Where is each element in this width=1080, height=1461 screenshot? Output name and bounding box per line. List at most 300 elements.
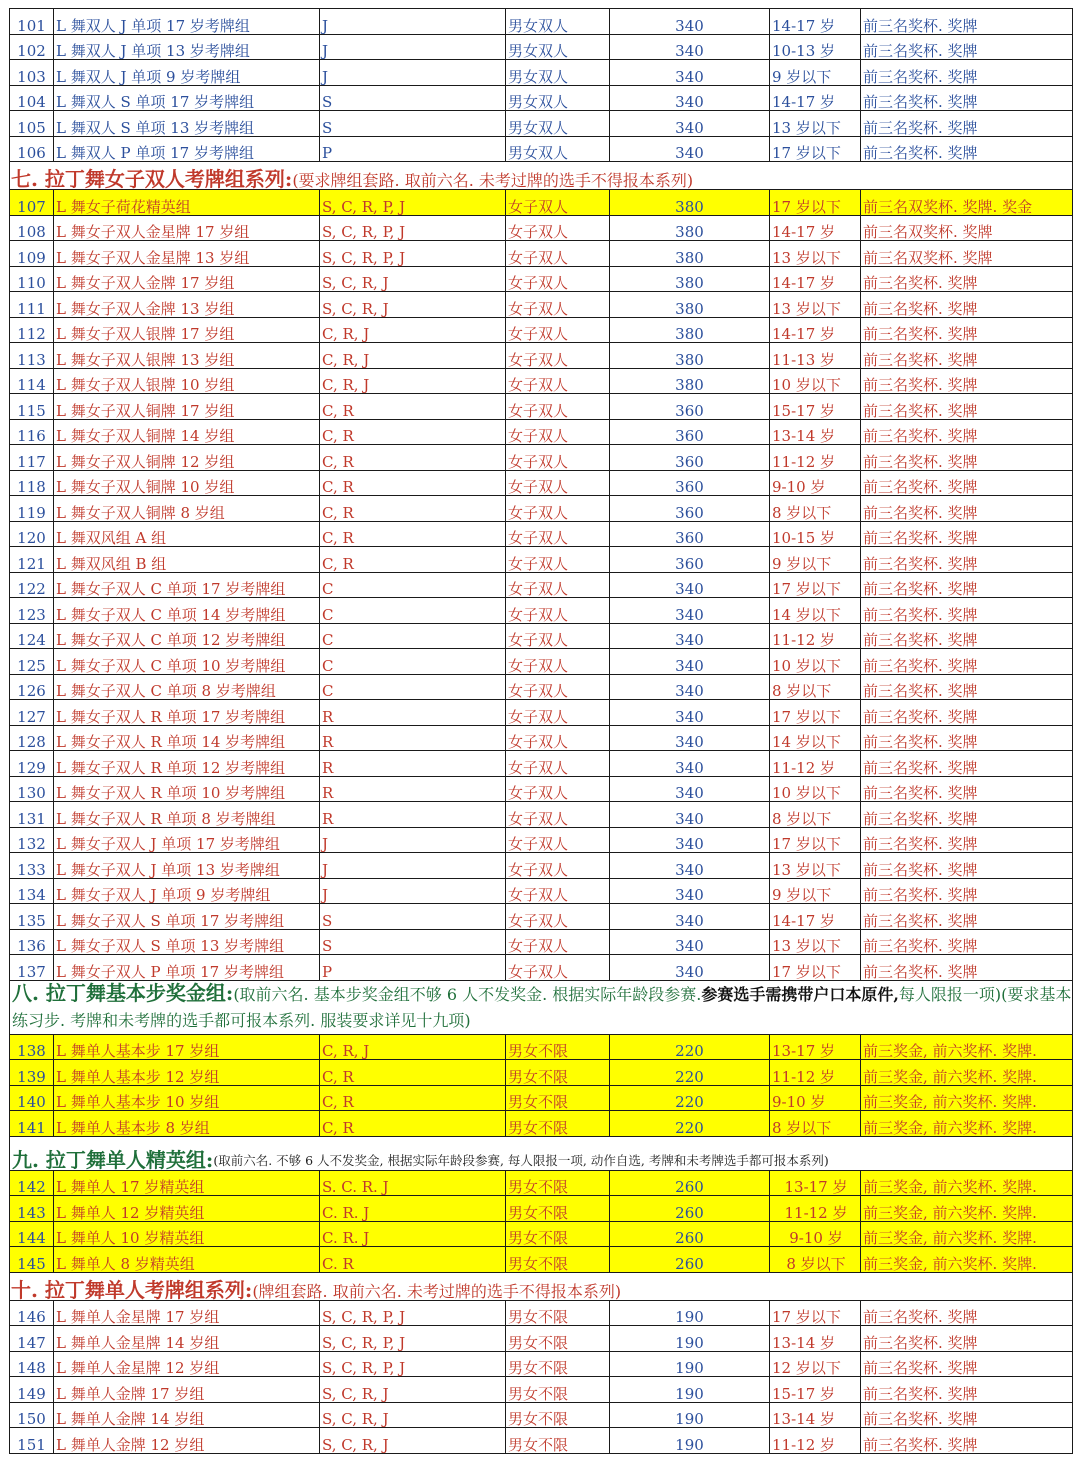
event-number: 127 — [10, 700, 54, 726]
table-row — [10, 1300, 1073, 1326]
award-text: 前三奖金, 前六奖杯. 奖牌. — [861, 1111, 1073, 1137]
group-type: 女子双人 — [506, 496, 610, 522]
event-name: L 舞女子双人 R 单项 12 岁考牌组 — [54, 751, 320, 777]
event-number: 129 — [10, 751, 54, 777]
section-10-title: 十. 拉丁舞单人考牌组系列: — [11, 1277, 253, 1300]
entry-fee: 340 — [610, 725, 770, 751]
entry-fee: 380 — [610, 317, 770, 343]
award-text: 前三奖金, 前六奖杯. 奖牌. — [861, 1196, 1073, 1222]
group-type: 男女双人 — [506, 136, 610, 162]
award-text: 前三名奖杯. 奖牌 — [861, 496, 1073, 522]
age-range: 17 岁以下 — [770, 1300, 861, 1326]
section-8-header — [10, 980, 1073, 1034]
table-row — [10, 929, 1073, 955]
table-row — [10, 292, 1073, 318]
event-name: L 舞女子双人铜牌 14 岁组 — [54, 419, 320, 445]
event-name: L 舞女子双人银牌 13 岁组 — [54, 343, 320, 369]
age-range: 14-17 岁 — [770, 266, 861, 292]
dance-list: J — [320, 9, 506, 35]
award-text: 前三名奖杯. 奖牌 — [861, 853, 1073, 879]
event-number: 103 — [10, 60, 54, 86]
dance-list: S, C, R, P, J — [320, 215, 506, 241]
group-type: 女子双人 — [506, 853, 610, 879]
table-row — [10, 827, 1073, 853]
event-name: L 舞女子双人 C 单项 12 岁考牌组 — [54, 623, 320, 649]
award-text: 前三名奖杯. 奖牌 — [861, 34, 1073, 60]
entry-fee: 190 — [610, 1326, 770, 1352]
table-row — [10, 190, 1073, 216]
event-number: 119 — [10, 496, 54, 522]
group-type: 女子双人 — [506, 521, 610, 547]
entry-fee: 190 — [610, 1300, 770, 1326]
event-name: L 舞女子双人铜牌 10 岁组 — [54, 470, 320, 496]
table-row — [10, 9, 1073, 35]
group-type: 女子双人 — [506, 445, 610, 471]
table-row — [10, 1221, 1073, 1247]
event-number: 109 — [10, 241, 54, 267]
event-number: 122 — [10, 572, 54, 598]
section-10-note: (牌组套路. 取前六名. 未考过牌的选手不得报本系列) — [252, 1281, 622, 1300]
entry-fee: 340 — [610, 572, 770, 598]
event-name: L 舞单人金牌 14 岁组 — [54, 1402, 320, 1428]
dance-list: S — [320, 85, 506, 111]
entry-fee: 340 — [610, 649, 770, 675]
award-text: 前三名奖杯. 奖牌 — [861, 470, 1073, 496]
entry-fee: 220 — [610, 1034, 770, 1060]
dance-list: C, R — [320, 1060, 506, 1086]
group-type: 女子双人 — [506, 572, 610, 598]
group-type: 男女不限 — [506, 1034, 610, 1060]
dance-list: S — [320, 929, 506, 955]
entry-fee: 340 — [610, 85, 770, 111]
dance-list: C — [320, 623, 506, 649]
age-range: 13-14 岁 — [770, 1402, 861, 1428]
dance-list: P — [320, 136, 506, 162]
entry-fee: 340 — [610, 904, 770, 930]
event-name: L 舞双人 S 单项 13 岁考牌组 — [54, 111, 320, 137]
event-number: 136 — [10, 929, 54, 955]
group-type: 女子双人 — [506, 317, 610, 343]
award-text: 前三名奖杯. 奖牌 — [861, 929, 1073, 955]
group-type: 男女不限 — [506, 1170, 610, 1196]
table-row — [10, 1428, 1073, 1454]
group-type: 女子双人 — [506, 878, 610, 904]
table-row — [10, 394, 1073, 420]
award-text: 前三奖金, 前六奖杯. 奖牌. — [861, 1034, 1073, 1060]
entry-fee: 340 — [610, 60, 770, 86]
award-text: 前三名奖杯. 奖牌 — [861, 598, 1073, 624]
award-text: 前三名奖杯. 奖牌 — [861, 623, 1073, 649]
award-text: 前三名奖杯. 奖牌 — [861, 547, 1073, 573]
section-9-title: 九. 拉丁舞单人精英组: — [12, 1147, 214, 1170]
event-number: 124 — [10, 623, 54, 649]
table-row — [10, 572, 1073, 598]
dance-list: C, R — [320, 547, 506, 573]
age-range: 10 岁以下 — [770, 776, 861, 802]
age-range: 13 岁以下 — [770, 292, 861, 318]
group-type: 男女不限 — [506, 1221, 610, 1247]
dance-list: R — [320, 802, 506, 828]
entry-fee: 340 — [610, 623, 770, 649]
age-range: 8 岁以下 — [770, 802, 861, 828]
event-number: 142 — [10, 1170, 54, 1196]
award-text: 前三名双奖杯. 奖牌. 奖金 — [861, 190, 1073, 216]
group-type: 男女不限 — [506, 1111, 610, 1137]
dance-list: C — [320, 572, 506, 598]
entry-fee: 340 — [610, 751, 770, 777]
section-9-header — [10, 1136, 1073, 1170]
entry-fee: 190 — [610, 1402, 770, 1428]
event-name: L 舞女子双人 R 单项 10 岁考牌组 — [54, 776, 320, 802]
group-type: 女子双人 — [506, 394, 610, 420]
event-number: 146 — [10, 1300, 54, 1326]
table-row — [10, 802, 1073, 828]
event-number: 111 — [10, 292, 54, 318]
dance-list: C, R — [320, 1111, 506, 1137]
event-number: 121 — [10, 547, 54, 573]
event-number: 107 — [10, 190, 54, 216]
table-row — [10, 368, 1073, 394]
entry-fee: 260 — [610, 1247, 770, 1273]
age-range: 11-12 岁 — [770, 623, 861, 649]
dance-list: S, C, R, J — [320, 1402, 506, 1428]
entry-fee: 340 — [610, 853, 770, 879]
group-type: 女子双人 — [506, 700, 610, 726]
entry-fee: 190 — [610, 1428, 770, 1454]
entry-fee: 380 — [610, 190, 770, 216]
entry-fee: 340 — [610, 111, 770, 137]
event-name: L 舞单人金星牌 17 岁组 — [54, 1300, 320, 1326]
age-range: 14-17 岁 — [770, 904, 861, 930]
group-type: 女子双人 — [506, 904, 610, 930]
section-7-title: 七. 拉丁舞女子双人考牌组系列: — [11, 167, 293, 190]
entry-fee: 360 — [610, 547, 770, 573]
event-name: L 舞女子双人铜牌 8 岁组 — [54, 496, 320, 522]
event-name: L 舞单人基本步 8 岁组 — [54, 1111, 320, 1137]
award-text: 前三名奖杯. 奖牌 — [861, 9, 1073, 35]
group-type: 女子双人 — [506, 929, 610, 955]
entry-fee: 190 — [610, 1377, 770, 1403]
event-name: L 舞女子双人 C 单项 17 岁考牌组 — [54, 572, 320, 598]
table-row — [10, 1170, 1073, 1196]
event-name: L 舞单人基本步 17 岁组 — [54, 1034, 320, 1060]
event-number: 144 — [10, 1221, 54, 1247]
entry-fee: 340 — [610, 136, 770, 162]
group-type: 男女双人 — [506, 85, 610, 111]
group-type: 女子双人 — [506, 827, 610, 853]
award-text: 前三名奖杯. 奖牌 — [861, 445, 1073, 471]
entry-fee: 260 — [610, 1196, 770, 1222]
dance-list: S, C, R, J — [320, 292, 506, 318]
entry-fee: 220 — [610, 1111, 770, 1137]
event-number: 148 — [10, 1351, 54, 1377]
dance-list: C, R, J — [320, 343, 506, 369]
entry-fee: 360 — [610, 521, 770, 547]
section-9 — [10, 1136, 1073, 1170]
table-row — [10, 343, 1073, 369]
group-type: 女子双人 — [506, 343, 610, 369]
award-text: 前三名奖杯. 奖牌 — [861, 725, 1073, 751]
group-type: 男女双人 — [506, 111, 610, 137]
age-range: 9-10 岁 — [770, 1085, 861, 1111]
age-range: 9 岁以下 — [770, 547, 861, 573]
event-number: 141 — [10, 1111, 54, 1137]
award-text: 前三名奖杯. 奖牌 — [861, 700, 1073, 726]
age-range: 9-10 岁 — [770, 470, 861, 496]
event-name: L 舞女子荷花精英组 — [54, 190, 320, 216]
event-name: L 舞单人金牌 12 岁组 — [54, 1428, 320, 1454]
award-text: 前三奖金, 前六奖杯. 奖牌. — [861, 1221, 1073, 1247]
dance-list: C, R, J — [320, 368, 506, 394]
age-range: 17 岁以下 — [770, 190, 861, 216]
section-10 — [10, 1272, 1073, 1300]
table-row — [10, 1377, 1073, 1403]
award-text: 前三名奖杯. 奖牌 — [861, 572, 1073, 598]
entry-fee: 340 — [610, 827, 770, 853]
age-range: 11-12 岁 — [770, 445, 861, 471]
entry-fee: 380 — [610, 292, 770, 318]
event-name: L 舞单人金星牌 14 岁组 — [54, 1326, 320, 1352]
table-row — [10, 266, 1073, 292]
event-number: 115 — [10, 394, 54, 420]
dance-list: S, C, R, J — [320, 1377, 506, 1403]
event-name: L 舞女子双人金星牌 17 岁组 — [54, 215, 320, 241]
table-row — [10, 241, 1073, 267]
dance-list: C, R, J — [320, 1034, 506, 1060]
group-type: 男女双人 — [506, 9, 610, 35]
dance-list: C. R. J — [320, 1196, 506, 1222]
entry-fee: 340 — [610, 700, 770, 726]
award-text: 前三奖金, 前六奖杯. 奖牌. — [861, 1085, 1073, 1111]
table-row — [10, 34, 1073, 60]
award-text: 前三名奖杯. 奖牌 — [861, 1402, 1073, 1428]
event-name: L 舞双风组 B 组 — [54, 547, 320, 573]
age-range: 17 岁以下 — [770, 136, 861, 162]
group-type: 女子双人 — [506, 649, 610, 675]
award-text: 前三名奖杯. 奖牌 — [861, 751, 1073, 777]
dance-list: C, R — [320, 419, 506, 445]
group-type: 男女不限 — [506, 1326, 610, 1352]
table-row — [10, 136, 1073, 162]
age-range: 13-14 岁 — [770, 419, 861, 445]
event-number: 104 — [10, 85, 54, 111]
award-text: 前三名奖杯. 奖牌 — [861, 1428, 1073, 1454]
event-name: L 舞女子双人 R 单项 8 岁考牌组 — [54, 802, 320, 828]
age-range: 10 岁以下 — [770, 649, 861, 675]
event-name: L 舞女子双人金星牌 13 岁组 — [54, 241, 320, 267]
entry-fee: 340 — [610, 929, 770, 955]
section-8-title: 八. 拉丁舞基本步奖金组: — [12, 980, 234, 1005]
group-type: 女子双人 — [506, 776, 610, 802]
age-range: 14-17 岁 — [770, 317, 861, 343]
award-text: 前三名奖杯. 奖牌 — [861, 317, 1073, 343]
event-name: L 舞女子双人 S 单项 13 岁考牌组 — [54, 929, 320, 955]
dance-list: S. C. R. J — [320, 1170, 506, 1196]
section-7-note: (要求牌组套路. 取前六名. 未考过牌的选手不得报本系列) — [292, 171, 694, 190]
event-name: L 舞单人金星牌 12 岁组 — [54, 1351, 320, 1377]
entry-fee: 360 — [610, 445, 770, 471]
section-8-note-2: 每人限报一项)(要求基本练习步. 考牌和未考牌的选手都可报本系列. 服装要求详见十九项) — [12, 984, 1072, 1030]
age-range: 8 岁以下 — [770, 496, 861, 522]
dance-list: C, R — [320, 496, 506, 522]
dance-list: S, C, R, P, J — [320, 1351, 506, 1377]
event-number: 126 — [10, 674, 54, 700]
age-range: 8 岁以下 — [770, 1111, 861, 1137]
table-row — [10, 904, 1073, 930]
entry-fee: 360 — [610, 470, 770, 496]
award-text: 前三名奖杯. 奖牌 — [861, 1300, 1073, 1326]
event-number: 134 — [10, 878, 54, 904]
section-10-header — [10, 1272, 1073, 1300]
event-name: L 舞女子双人金牌 17 岁组 — [54, 266, 320, 292]
dance-list: J — [320, 853, 506, 879]
event-number: 132 — [10, 827, 54, 853]
event-name: L 舞女子双人金牌 13 岁组 — [54, 292, 320, 318]
group-type: 男女不限 — [506, 1351, 610, 1377]
event-name: L 舞女子双人 P 单项 17 岁考牌组 — [54, 955, 320, 981]
event-name: L 舞女子双人银牌 17 岁组 — [54, 317, 320, 343]
event-name: L 舞双人 J 单项 13 岁考牌组 — [54, 34, 320, 60]
group-type: 男女不限 — [506, 1085, 610, 1111]
group-type: 女子双人 — [506, 419, 610, 445]
dance-list: C, R — [320, 470, 506, 496]
age-range: 10 岁以下 — [770, 368, 861, 394]
group-type: 女子双人 — [506, 368, 610, 394]
entry-fee: 340 — [610, 34, 770, 60]
table-row — [10, 496, 1073, 522]
table-row — [10, 1402, 1073, 1428]
entry-fee: 340 — [610, 776, 770, 802]
event-name: L 舞单人 8 岁精英组 — [54, 1247, 320, 1273]
award-text: 前三名奖杯. 奖牌 — [861, 904, 1073, 930]
entry-fee: 260 — [610, 1170, 770, 1196]
age-range: 11-13 岁 — [770, 343, 861, 369]
award-text: 前三名双奖杯. 奖牌 — [861, 241, 1073, 267]
age-range: 10-13 岁 — [770, 34, 861, 60]
event-name: L 舞双人 J 单项 9 岁考牌组 — [54, 60, 320, 86]
event-number: 106 — [10, 136, 54, 162]
group-type: 女子双人 — [506, 751, 610, 777]
dance-list: S, C, R, P, J — [320, 1300, 506, 1326]
award-text: 前三名奖杯. 奖牌 — [861, 1377, 1073, 1403]
entry-fee: 380 — [610, 368, 770, 394]
event-number: 131 — [10, 802, 54, 828]
table-row — [10, 317, 1073, 343]
event-name: L 舞女子双人 R 单项 17 岁考牌组 — [54, 700, 320, 726]
group-type: 女子双人 — [506, 266, 610, 292]
event-number: 140 — [10, 1085, 54, 1111]
table-row — [10, 85, 1073, 111]
award-text: 前三名奖杯. 奖牌 — [861, 1326, 1073, 1352]
dance-list: C. R. J — [320, 1221, 506, 1247]
event-number: 123 — [10, 598, 54, 624]
group-type: 女子双人 — [506, 674, 610, 700]
event-name: L 舞单人 12 岁精英组 — [54, 1196, 320, 1222]
entry-fee: 220 — [610, 1060, 770, 1086]
award-text: 前三名奖杯. 奖牌 — [861, 394, 1073, 420]
group-type: 女子双人 — [506, 215, 610, 241]
table-row — [10, 878, 1073, 904]
event-number: 145 — [10, 1247, 54, 1273]
event-name: L 舞单人金牌 17 岁组 — [54, 1377, 320, 1403]
group-type: 男女不限 — [506, 1196, 610, 1222]
event-name: L 舞单人 10 岁精英组 — [54, 1221, 320, 1247]
section-8-bold-note: 参赛选手需携带户口本原件, — [701, 984, 899, 1004]
table-row — [10, 215, 1073, 241]
group-type: 男女不限 — [506, 1428, 610, 1454]
event-number: 116 — [10, 419, 54, 445]
section-8 — [10, 980, 1073, 1034]
entry-fee: 360 — [610, 419, 770, 445]
age-range: 15-17 岁 — [770, 1377, 861, 1403]
dance-list: R — [320, 751, 506, 777]
group-type: 男女不限 — [506, 1060, 610, 1086]
award-text: 前三名奖杯. 奖牌 — [861, 674, 1073, 700]
entry-fee: 340 — [610, 674, 770, 700]
group-type: 男女不限 — [506, 1402, 610, 1428]
award-text: 前三名奖杯. 奖牌 — [861, 292, 1073, 318]
age-range: 15-17 岁 — [770, 394, 861, 420]
table-row — [10, 1351, 1073, 1377]
table-row — [10, 1111, 1073, 1137]
age-range: 17 岁以下 — [770, 572, 861, 598]
event-number: 149 — [10, 1377, 54, 1403]
entry-fee: 360 — [610, 496, 770, 522]
table-row — [10, 1060, 1073, 1086]
table-body-8 — [10, 1034, 1073, 1136]
dance-list: S, C, R, J — [320, 266, 506, 292]
age-range: 17 岁以下 — [770, 955, 861, 981]
event-number: 120 — [10, 521, 54, 547]
table-body-9 — [10, 1170, 1073, 1272]
event-number: 101 — [10, 9, 54, 35]
table-body-10 — [10, 1300, 1073, 1453]
event-number: 117 — [10, 445, 54, 471]
event-number: 110 — [10, 266, 54, 292]
award-text: 前三名奖杯. 奖牌 — [861, 878, 1073, 904]
event-number: 105 — [10, 111, 54, 137]
event-name: L 舞女子双人 J 单项 13 岁考牌组 — [54, 853, 320, 879]
age-range: 14 岁以下 — [770, 598, 861, 624]
age-range: 17 岁以下 — [770, 700, 861, 726]
award-text: 前三名奖杯. 奖牌 — [861, 368, 1073, 394]
dance-list: R — [320, 700, 506, 726]
age-range: 11-12 岁 — [770, 1060, 861, 1086]
event-number: 133 — [10, 853, 54, 879]
table-row — [10, 419, 1073, 445]
award-text: 前三名奖杯. 奖牌 — [861, 136, 1073, 162]
dance-list: R — [320, 725, 506, 751]
event-name: L 舞单人基本步 10 岁组 — [54, 1085, 320, 1111]
award-text: 前三名奖杯. 奖牌 — [861, 266, 1073, 292]
table-row — [10, 1196, 1073, 1222]
entry-fee: 360 — [610, 394, 770, 420]
table-row — [10, 1085, 1073, 1111]
group-type: 女子双人 — [506, 598, 610, 624]
dance-list: C, R — [320, 394, 506, 420]
dance-list: C. R — [320, 1247, 506, 1273]
age-range: 8 岁以下 — [770, 1247, 861, 1273]
event-name: L 舞女子双人 S 单项 17 岁考牌组 — [54, 904, 320, 930]
entry-fee: 340 — [610, 955, 770, 981]
event-name: L 舞双风组 A 组 — [54, 521, 320, 547]
event-name: L 舞女子双人 C 单项 10 岁考牌组 — [54, 649, 320, 675]
event-name: L 舞单人基本步 12 岁组 — [54, 1060, 320, 1086]
entry-fee: 260 — [610, 1221, 770, 1247]
table-row — [10, 60, 1073, 86]
award-text: 前三名奖杯. 奖牌 — [861, 60, 1073, 86]
event-name: L 舞女子双人 C 单项 14 岁考牌组 — [54, 598, 320, 624]
